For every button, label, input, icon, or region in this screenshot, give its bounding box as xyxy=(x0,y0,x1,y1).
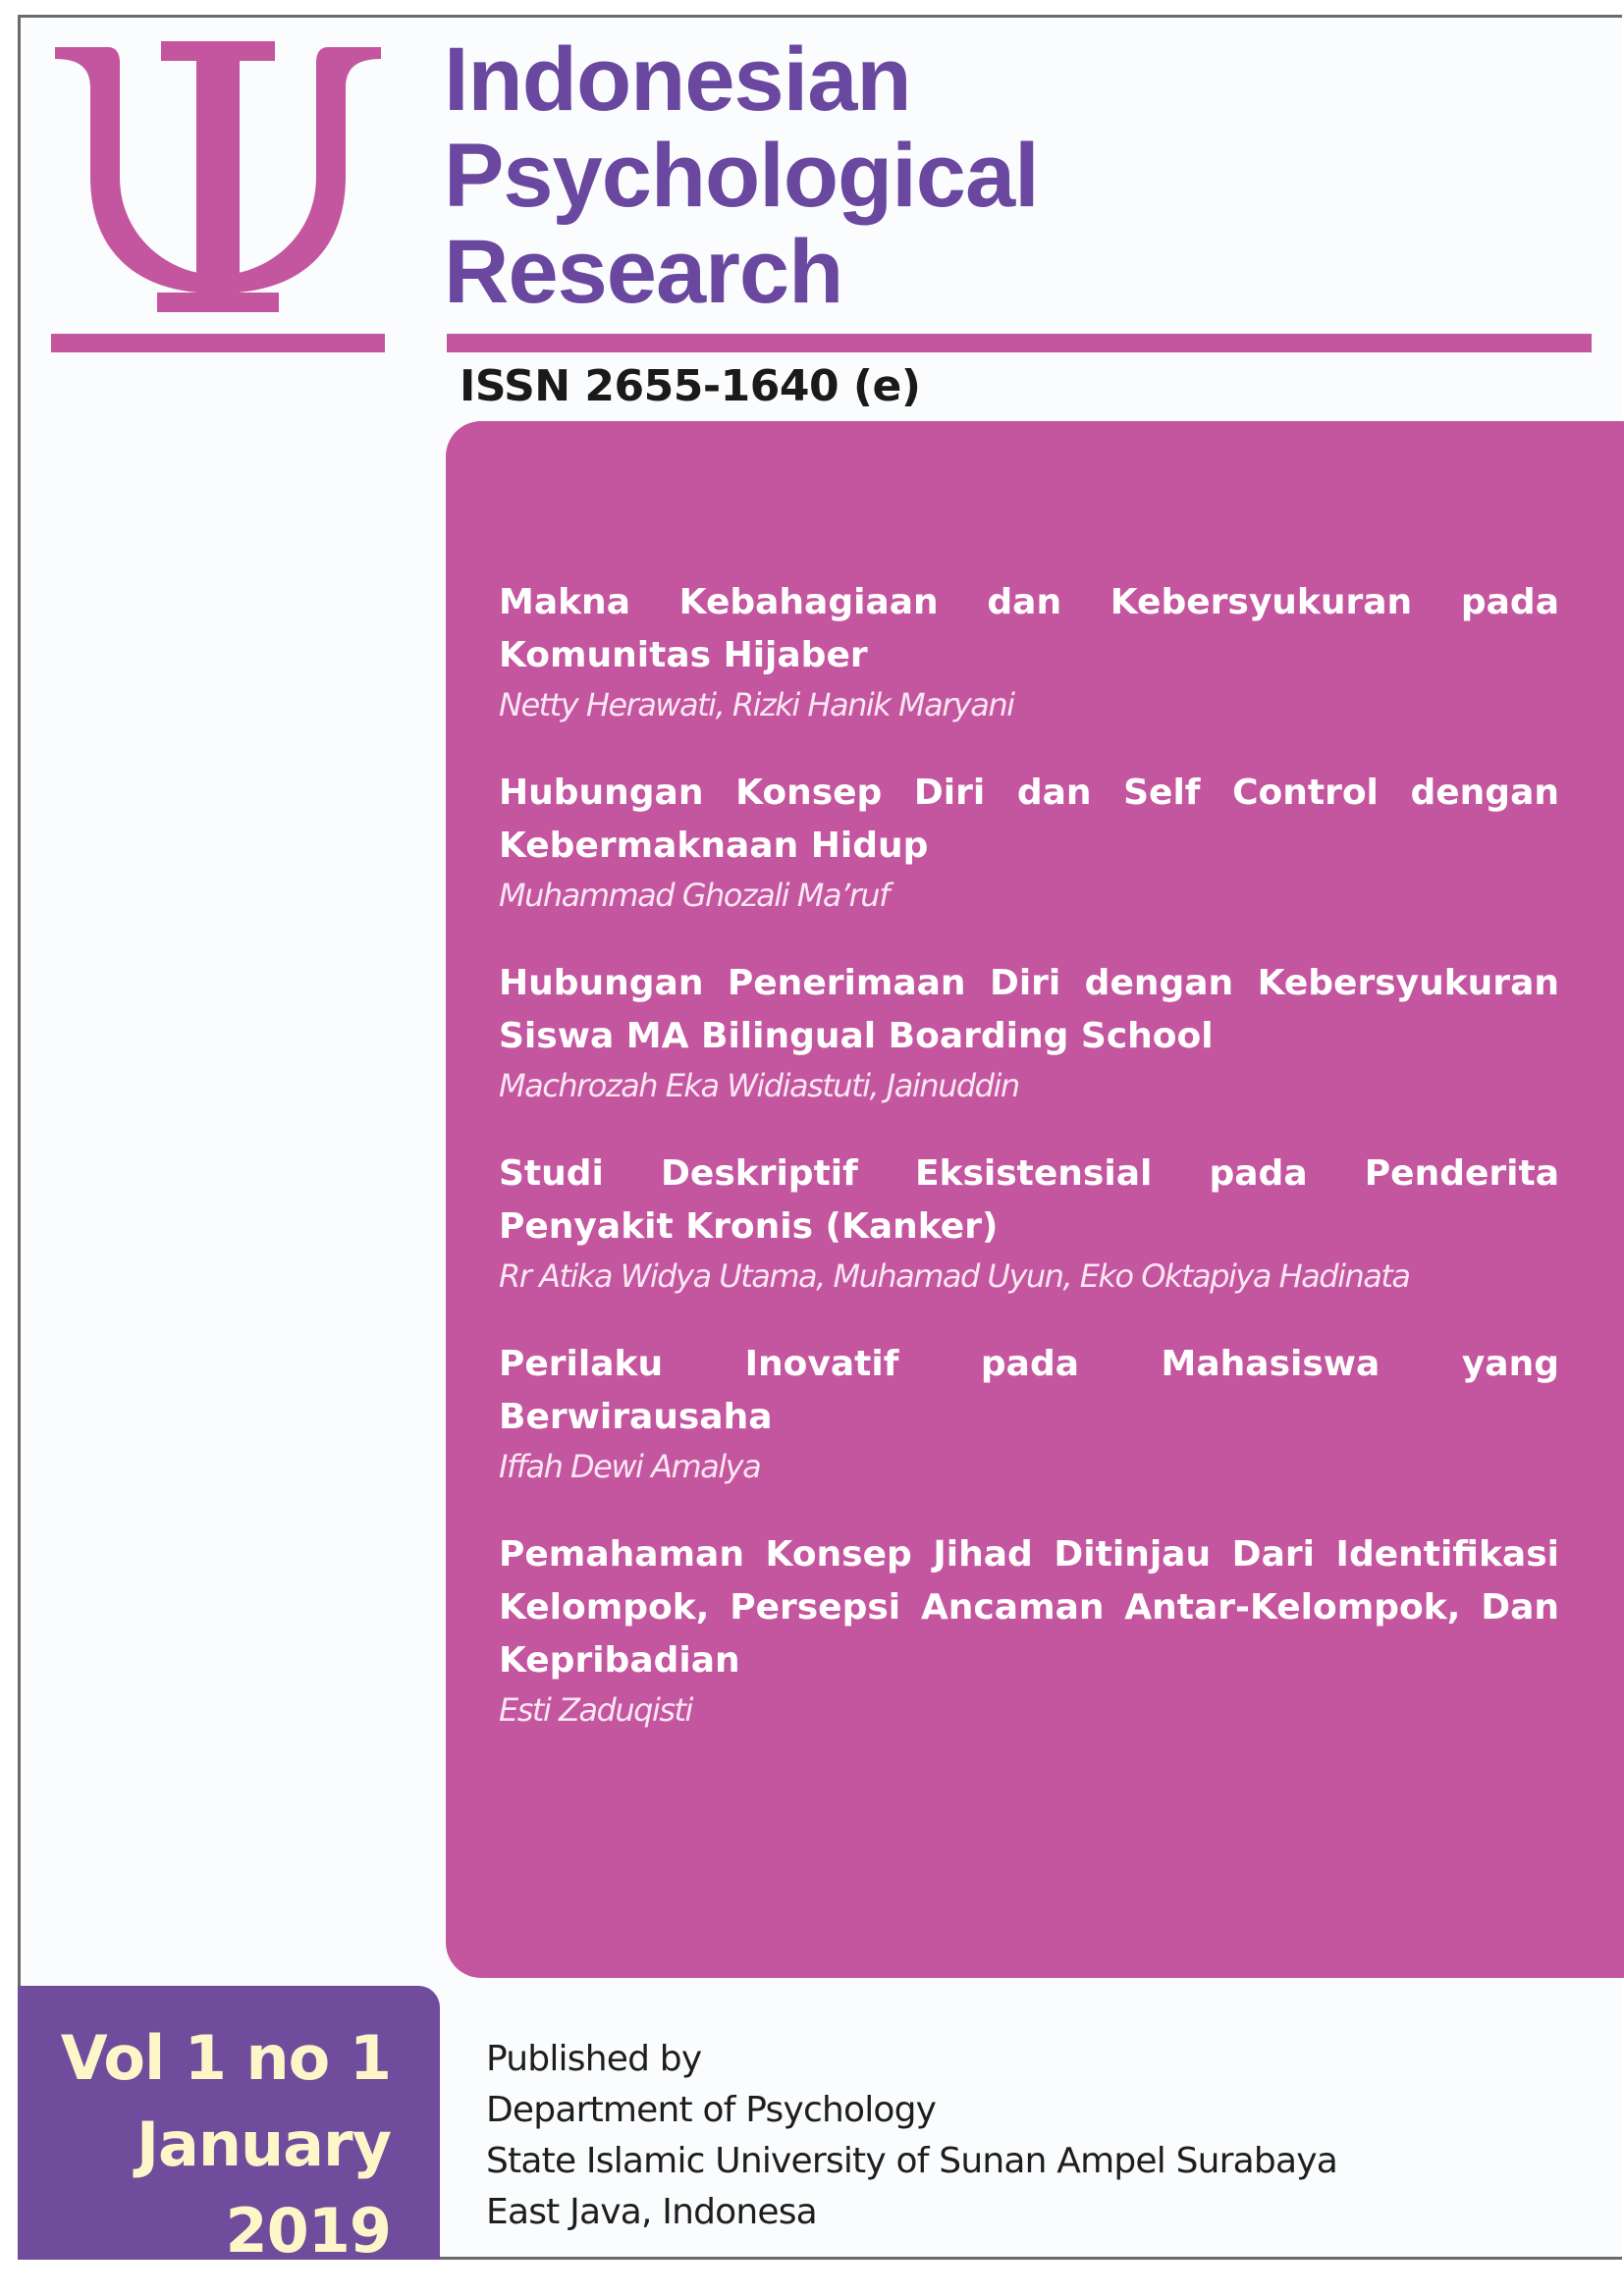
title-line-3: Research xyxy=(444,222,843,322)
title-underline xyxy=(447,334,1592,352)
article-title: Perilaku Inovatif pada Mahasiswa yang Berwirausaha xyxy=(499,1344,1559,1437)
issue-month: January xyxy=(135,2109,391,2180)
article-authors: Esti Zaduqisti xyxy=(499,1691,692,1729)
article-authors: Netty Herawati, Rizki Hanik Maryani xyxy=(499,686,1014,723)
article-title: Studi Deskriptif Eksistensial pada Penderita Penyakit Kronis (Kanker) xyxy=(499,1153,1559,1247)
psi-icon xyxy=(51,29,385,324)
logo-underline xyxy=(51,334,385,352)
publisher-line: Department of Psychology xyxy=(486,2090,937,2130)
article-authors: Muhammad Ghozali Ma’ruf xyxy=(499,877,889,914)
article-item[interactable] xyxy=(499,576,1559,727)
article-title: Hubungan Konsep Diri dan Self Control dengan Kebermaknaan Hidup xyxy=(499,773,1559,866)
article-item[interactable] xyxy=(499,1528,1559,1733)
publisher-line: State Islamic University of Sunan Ampel Surabaya xyxy=(486,2141,1338,2181)
publisher-line: East Java, Indonesa xyxy=(486,2192,817,2232)
article-list xyxy=(499,576,1559,1772)
article-item[interactable] xyxy=(499,767,1559,918)
publisher-info xyxy=(486,2034,1337,2238)
title-line-2: Psychological xyxy=(444,126,1039,226)
article-authors: Rr Atika Widya Utama, Muhamad Uyun, Eko Oktapiya Hadinata xyxy=(499,1257,1410,1295)
issue-year: 2019 xyxy=(225,2195,391,2267)
publisher-line: Published by xyxy=(486,2039,702,2079)
issue-info xyxy=(61,2015,391,2274)
article-title: Hubungan Penerimaan Diri dengan Kebersyukuran Siswa MA Bilingual Boarding School xyxy=(499,963,1559,1056)
issue-box xyxy=(18,1986,440,2267)
article-item[interactable] xyxy=(499,957,1559,1108)
article-title: Pemahaman Konsep Jihad Ditinjau Dari Identifikasi Kelompok, Persepsi Ancaman Antar-Kelompok, Dan Kepribadian xyxy=(499,1534,1559,1681)
article-item[interactable] xyxy=(499,1148,1559,1299)
article-title: Makna Kebahagiaan dan Kebersyukuran pada Komunitas Hijaber xyxy=(499,582,1559,675)
article-authors: Machrozah Eka Widiastuti, Jainuddin xyxy=(499,1067,1019,1104)
title-line-1: Indonesian xyxy=(444,29,911,130)
volume-number: Vol 1 no 1 xyxy=(60,2022,391,2094)
issn: ISSN 2655-1640 (e) xyxy=(460,361,921,411)
table-of-contents xyxy=(446,421,1624,1978)
article-item[interactable] xyxy=(499,1338,1559,1489)
journal-title xyxy=(444,31,1039,320)
article-authors: Iffah Dewi Amalya xyxy=(499,1448,761,1485)
